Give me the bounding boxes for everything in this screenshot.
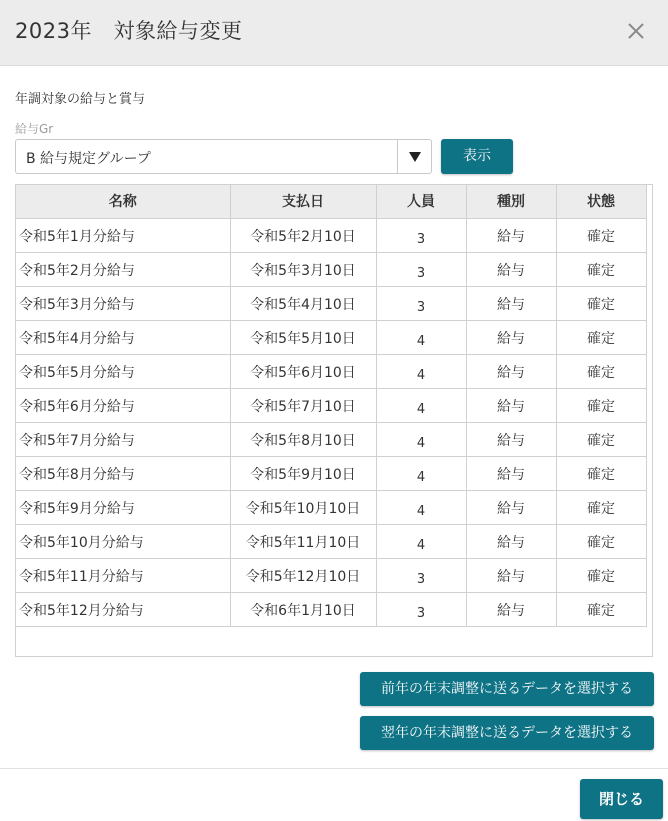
column-header-type[interactable]: 種別 bbox=[466, 185, 556, 218]
column-header-name[interactable]: 名称 bbox=[16, 185, 230, 218]
cell-name: 令和5年5月分給与 bbox=[16, 354, 230, 388]
cell-status: 確定 bbox=[556, 218, 646, 252]
cell-pay-date: 令和5年5月10日 bbox=[230, 320, 376, 354]
cell-name: 令和5年6月分給与 bbox=[16, 388, 230, 422]
cell-name: 令和5年1月分給与 bbox=[16, 218, 230, 252]
column-header-status[interactable]: 状態 bbox=[556, 185, 646, 218]
cell-count: 3 bbox=[376, 592, 466, 626]
close-button[interactable]: 閉じる bbox=[580, 779, 663, 819]
dialog-title: 2023年 対象給与変更 bbox=[15, 19, 243, 43]
cell-count: 4 bbox=[376, 320, 466, 354]
cell-pay-date: 令和5年6月10日 bbox=[230, 354, 376, 388]
cell-name: 令和5年4月分給与 bbox=[16, 320, 230, 354]
cell-count: 4 bbox=[376, 388, 466, 422]
cell-pay-date: 令和5年4月10日 bbox=[230, 286, 376, 320]
close-icon[interactable] bbox=[622, 17, 650, 45]
cell-pay-date: 令和6年1月10日 bbox=[230, 592, 376, 626]
cell-type: 給与 bbox=[466, 252, 556, 286]
cell-status: 確定 bbox=[556, 320, 646, 354]
cell-type: 給与 bbox=[466, 218, 556, 252]
cell-count: 4 bbox=[376, 422, 466, 456]
cell-count: 4 bbox=[376, 456, 466, 490]
table-row[interactable] bbox=[16, 592, 646, 626]
cell-type: 給与 bbox=[466, 286, 556, 320]
cell-pay-date: 令和5年2月10日 bbox=[230, 218, 376, 252]
cell-name: 令和5年12月分給与 bbox=[16, 592, 230, 626]
table-row[interactable] bbox=[16, 320, 646, 354]
cell-name: 令和5年11月分給与 bbox=[16, 558, 230, 592]
table-row[interactable] bbox=[16, 456, 646, 490]
table-row[interactable] bbox=[16, 524, 646, 558]
table-row[interactable] bbox=[16, 422, 646, 456]
cell-name: 令和5年10月分給与 bbox=[16, 524, 230, 558]
cell-name: 令和5年3月分給与 bbox=[16, 286, 230, 320]
select-next-year-data-button[interactable]: 翌年の年末調整に送るデータを選択する bbox=[360, 716, 654, 750]
salary-group-label: 給与Gr bbox=[15, 122, 54, 136]
column-header-count[interactable]: 人員 bbox=[376, 185, 466, 218]
cell-pay-date: 令和5年11月10日 bbox=[230, 524, 376, 558]
cell-count: 3 bbox=[376, 286, 466, 320]
table-row[interactable] bbox=[16, 388, 646, 422]
cell-status: 確定 bbox=[556, 252, 646, 286]
cell-name: 令和5年8月分給与 bbox=[16, 456, 230, 490]
cell-status: 確定 bbox=[556, 490, 646, 524]
cell-pay-date: 令和5年9月10日 bbox=[230, 456, 376, 490]
show-button[interactable]: 表示 bbox=[441, 139, 513, 174]
cell-type: 給与 bbox=[466, 388, 556, 422]
table-row[interactable] bbox=[16, 558, 646, 592]
cell-count: 3 bbox=[376, 218, 466, 252]
cell-pay-date: 令和5年12月10日 bbox=[230, 558, 376, 592]
cell-name: 令和5年2月分給与 bbox=[16, 252, 230, 286]
cell-type: 給与 bbox=[466, 422, 556, 456]
cell-status: 確定 bbox=[556, 422, 646, 456]
cell-type: 給与 bbox=[466, 558, 556, 592]
cell-status: 確定 bbox=[556, 388, 646, 422]
cell-pay-date: 令和5年3月10日 bbox=[230, 252, 376, 286]
cell-type: 給与 bbox=[466, 320, 556, 354]
cell-type: 給与 bbox=[466, 456, 556, 490]
cell-count: 3 bbox=[376, 252, 466, 286]
cell-status: 確定 bbox=[556, 524, 646, 558]
cell-name: 令和5年9月分給与 bbox=[16, 490, 230, 524]
footer-divider bbox=[0, 768, 668, 769]
cell-pay-date: 令和5年7月10日 bbox=[230, 388, 376, 422]
cell-type: 給与 bbox=[466, 490, 556, 524]
cell-pay-date: 令和5年10月10日 bbox=[230, 490, 376, 524]
cell-type: 給与 bbox=[466, 592, 556, 626]
section-label: 年調対象の給与と賞与 bbox=[15, 92, 146, 107]
select-prev-year-data-button[interactable]: 前年の年末調整に送るデータを選択する bbox=[360, 672, 654, 706]
table-row[interactable] bbox=[16, 354, 646, 388]
table-row[interactable] bbox=[16, 286, 646, 320]
salary-table bbox=[16, 185, 647, 627]
cell-pay-date: 令和5年8月10日 bbox=[230, 422, 376, 456]
cell-count: 4 bbox=[376, 490, 466, 524]
cell-count: 4 bbox=[376, 524, 466, 558]
table-row[interactable] bbox=[16, 252, 646, 286]
cell-status: 確定 bbox=[556, 592, 646, 626]
column-header-pay-date[interactable]: 支払日 bbox=[230, 185, 376, 218]
salary-group-select[interactable] bbox=[15, 139, 432, 174]
cell-type: 給与 bbox=[466, 354, 556, 388]
dropdown-arrow-icon[interactable] bbox=[397, 140, 431, 173]
cell-status: 確定 bbox=[556, 456, 646, 490]
cell-count: 3 bbox=[376, 558, 466, 592]
cell-status: 確定 bbox=[556, 558, 646, 592]
cell-name: 令和5年7月分給与 bbox=[16, 422, 230, 456]
salary-group-selected-value: B 給与規定グループ bbox=[26, 151, 151, 167]
cell-status: 確定 bbox=[556, 354, 646, 388]
table-row[interactable] bbox=[16, 490, 646, 524]
salary-table-container bbox=[15, 184, 653, 657]
dialog-header bbox=[0, 0, 668, 66]
cell-status: 確定 bbox=[556, 286, 646, 320]
table-row[interactable] bbox=[16, 218, 646, 252]
table-header-row bbox=[16, 185, 646, 218]
cell-count: 4 bbox=[376, 354, 466, 388]
cell-type: 給与 bbox=[466, 524, 556, 558]
